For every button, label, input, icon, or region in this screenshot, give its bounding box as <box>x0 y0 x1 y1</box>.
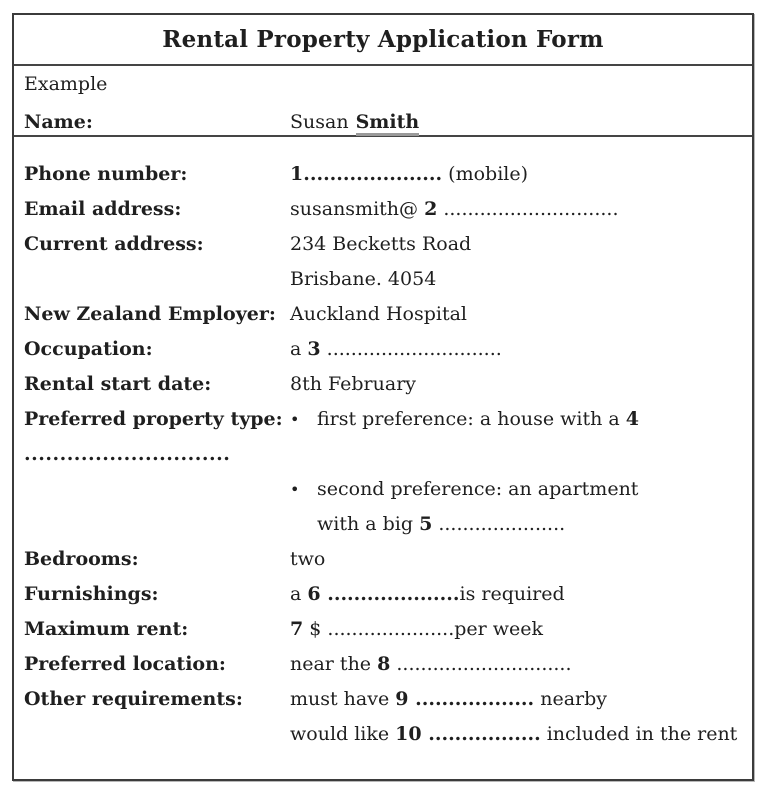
text-segment: Brisbane. 4054 <box>290 268 437 290</box>
text-segment: a <box>290 338 308 360</box>
field-value <box>290 542 742 577</box>
text-segment: must have <box>290 688 396 710</box>
text-segment: ............................. <box>390 653 572 675</box>
field-label-text: Furnishings: <box>24 583 159 605</box>
field-label <box>24 717 290 752</box>
answer-blank-segment: 6 .................... <box>307 583 460 605</box>
answer-blank-segment: 4 <box>625 408 640 430</box>
answer-blank-segment: 10 ................. <box>395 723 541 745</box>
text-segment: susansmith@ <box>290 198 425 220</box>
example-section <box>14 66 752 137</box>
form-row <box>24 682 742 717</box>
form-row <box>24 507 742 542</box>
text-segment: a <box>290 583 308 605</box>
field-value <box>290 157 742 192</box>
field-label <box>24 402 290 472</box>
form-row <box>24 367 742 402</box>
form-row <box>24 227 742 262</box>
field-label-text: Preferred property type: <box>24 408 283 430</box>
field-label-text: New Zealand Employer: <box>24 303 276 325</box>
field-value <box>290 647 742 682</box>
form-row <box>24 647 742 682</box>
form-row <box>24 262 742 297</box>
name-first: Susan <box>290 111 349 133</box>
text-segment: ............................. <box>437 198 619 220</box>
field-label <box>24 612 290 647</box>
form-row <box>24 472 742 507</box>
field-value <box>290 612 742 647</box>
text-segment: first preference: a house with a <box>317 408 626 430</box>
field-value <box>290 192 742 227</box>
field-label <box>24 332 290 367</box>
form-row <box>24 577 742 612</box>
form-row <box>24 402 742 472</box>
text-segment: nearby <box>534 688 607 710</box>
field-label <box>24 157 290 192</box>
example-label: Example <box>24 73 108 95</box>
form-title-row <box>14 15 752 66</box>
bullet-icon: • <box>290 480 300 499</box>
text-segment: ............................. <box>320 338 502 360</box>
field-label-text: Preferred location: <box>24 653 226 675</box>
answer-blank-segment: 2 <box>424 198 438 220</box>
field-label-text: Rental start date: <box>24 373 212 395</box>
text-segment: two <box>290 548 326 570</box>
field-value <box>290 682 742 717</box>
field-label-text: Other requirements: <box>24 688 243 710</box>
text-segment: included in the rent <box>540 723 738 745</box>
name-label: Name: <box>24 111 93 133</box>
page-title: Rental Property Application Form <box>162 26 604 53</box>
field-value <box>290 507 742 542</box>
field-label <box>24 577 290 612</box>
field-label <box>24 682 290 717</box>
example-name-row <box>24 107 742 137</box>
field-label <box>24 542 290 577</box>
field-label-text: Occupation: <box>24 338 153 360</box>
form-row <box>24 192 742 227</box>
field-label <box>24 297 290 332</box>
answer-blank-segment: 7 <box>290 618 304 640</box>
answer-blank-segment: 9 .................. <box>395 688 535 710</box>
rental-application-form <box>12 13 754 781</box>
answer-blank-segment: 1..................... <box>290 163 443 185</box>
form-row <box>24 332 742 367</box>
answer-blank-segment: 3 <box>307 338 321 360</box>
field-label <box>24 192 290 227</box>
field-value <box>290 227 742 262</box>
field-label <box>24 227 290 262</box>
field-label-text: Bedrooms: <box>24 548 139 570</box>
field-label-dotted-line: ............................. <box>24 443 231 465</box>
text-segment: (mobile) <box>442 163 529 185</box>
field-label-text: Phone number: <box>24 163 188 185</box>
field-value <box>290 717 742 752</box>
text-segment: ..................... <box>432 513 566 535</box>
text-segment: Auckland Hospital <box>290 303 467 325</box>
form-row <box>24 157 742 192</box>
form-row <box>24 297 742 332</box>
form-row <box>24 717 742 752</box>
field-label-text: Current address: <box>24 233 204 255</box>
name-last-underlined: Smith <box>356 111 420 136</box>
field-value <box>290 472 742 507</box>
field-value <box>290 367 742 402</box>
form-row <box>24 542 742 577</box>
text-segment: with a big <box>317 513 420 535</box>
field-label <box>24 262 290 297</box>
bullet-icon: • <box>290 410 300 429</box>
name-value <box>290 107 742 137</box>
form-row <box>24 612 742 647</box>
field-value <box>290 577 742 612</box>
text-segment: near the <box>290 653 378 675</box>
answer-blank-segment: 5 <box>419 513 433 535</box>
answer-blank-segment: 8 <box>377 653 391 675</box>
text-segment: would like <box>290 723 396 745</box>
text-segment: $ .....................per week <box>303 618 544 640</box>
field-label-text: Maximum rent: <box>24 618 189 640</box>
field-label <box>24 472 290 507</box>
form-body <box>14 137 752 779</box>
field-label <box>24 367 290 402</box>
text-segment: 234 Becketts Road <box>290 233 472 255</box>
text-segment: second preference: an apartment <box>317 478 639 500</box>
field-value <box>290 262 742 297</box>
text-segment: 8th February <box>290 373 417 395</box>
field-label-text: Email address: <box>24 198 182 220</box>
field-value <box>290 332 742 367</box>
text-segment: is required <box>459 583 565 605</box>
field-label <box>24 647 290 682</box>
field-label <box>24 507 290 542</box>
field-value <box>290 402 742 472</box>
field-value <box>290 297 742 332</box>
